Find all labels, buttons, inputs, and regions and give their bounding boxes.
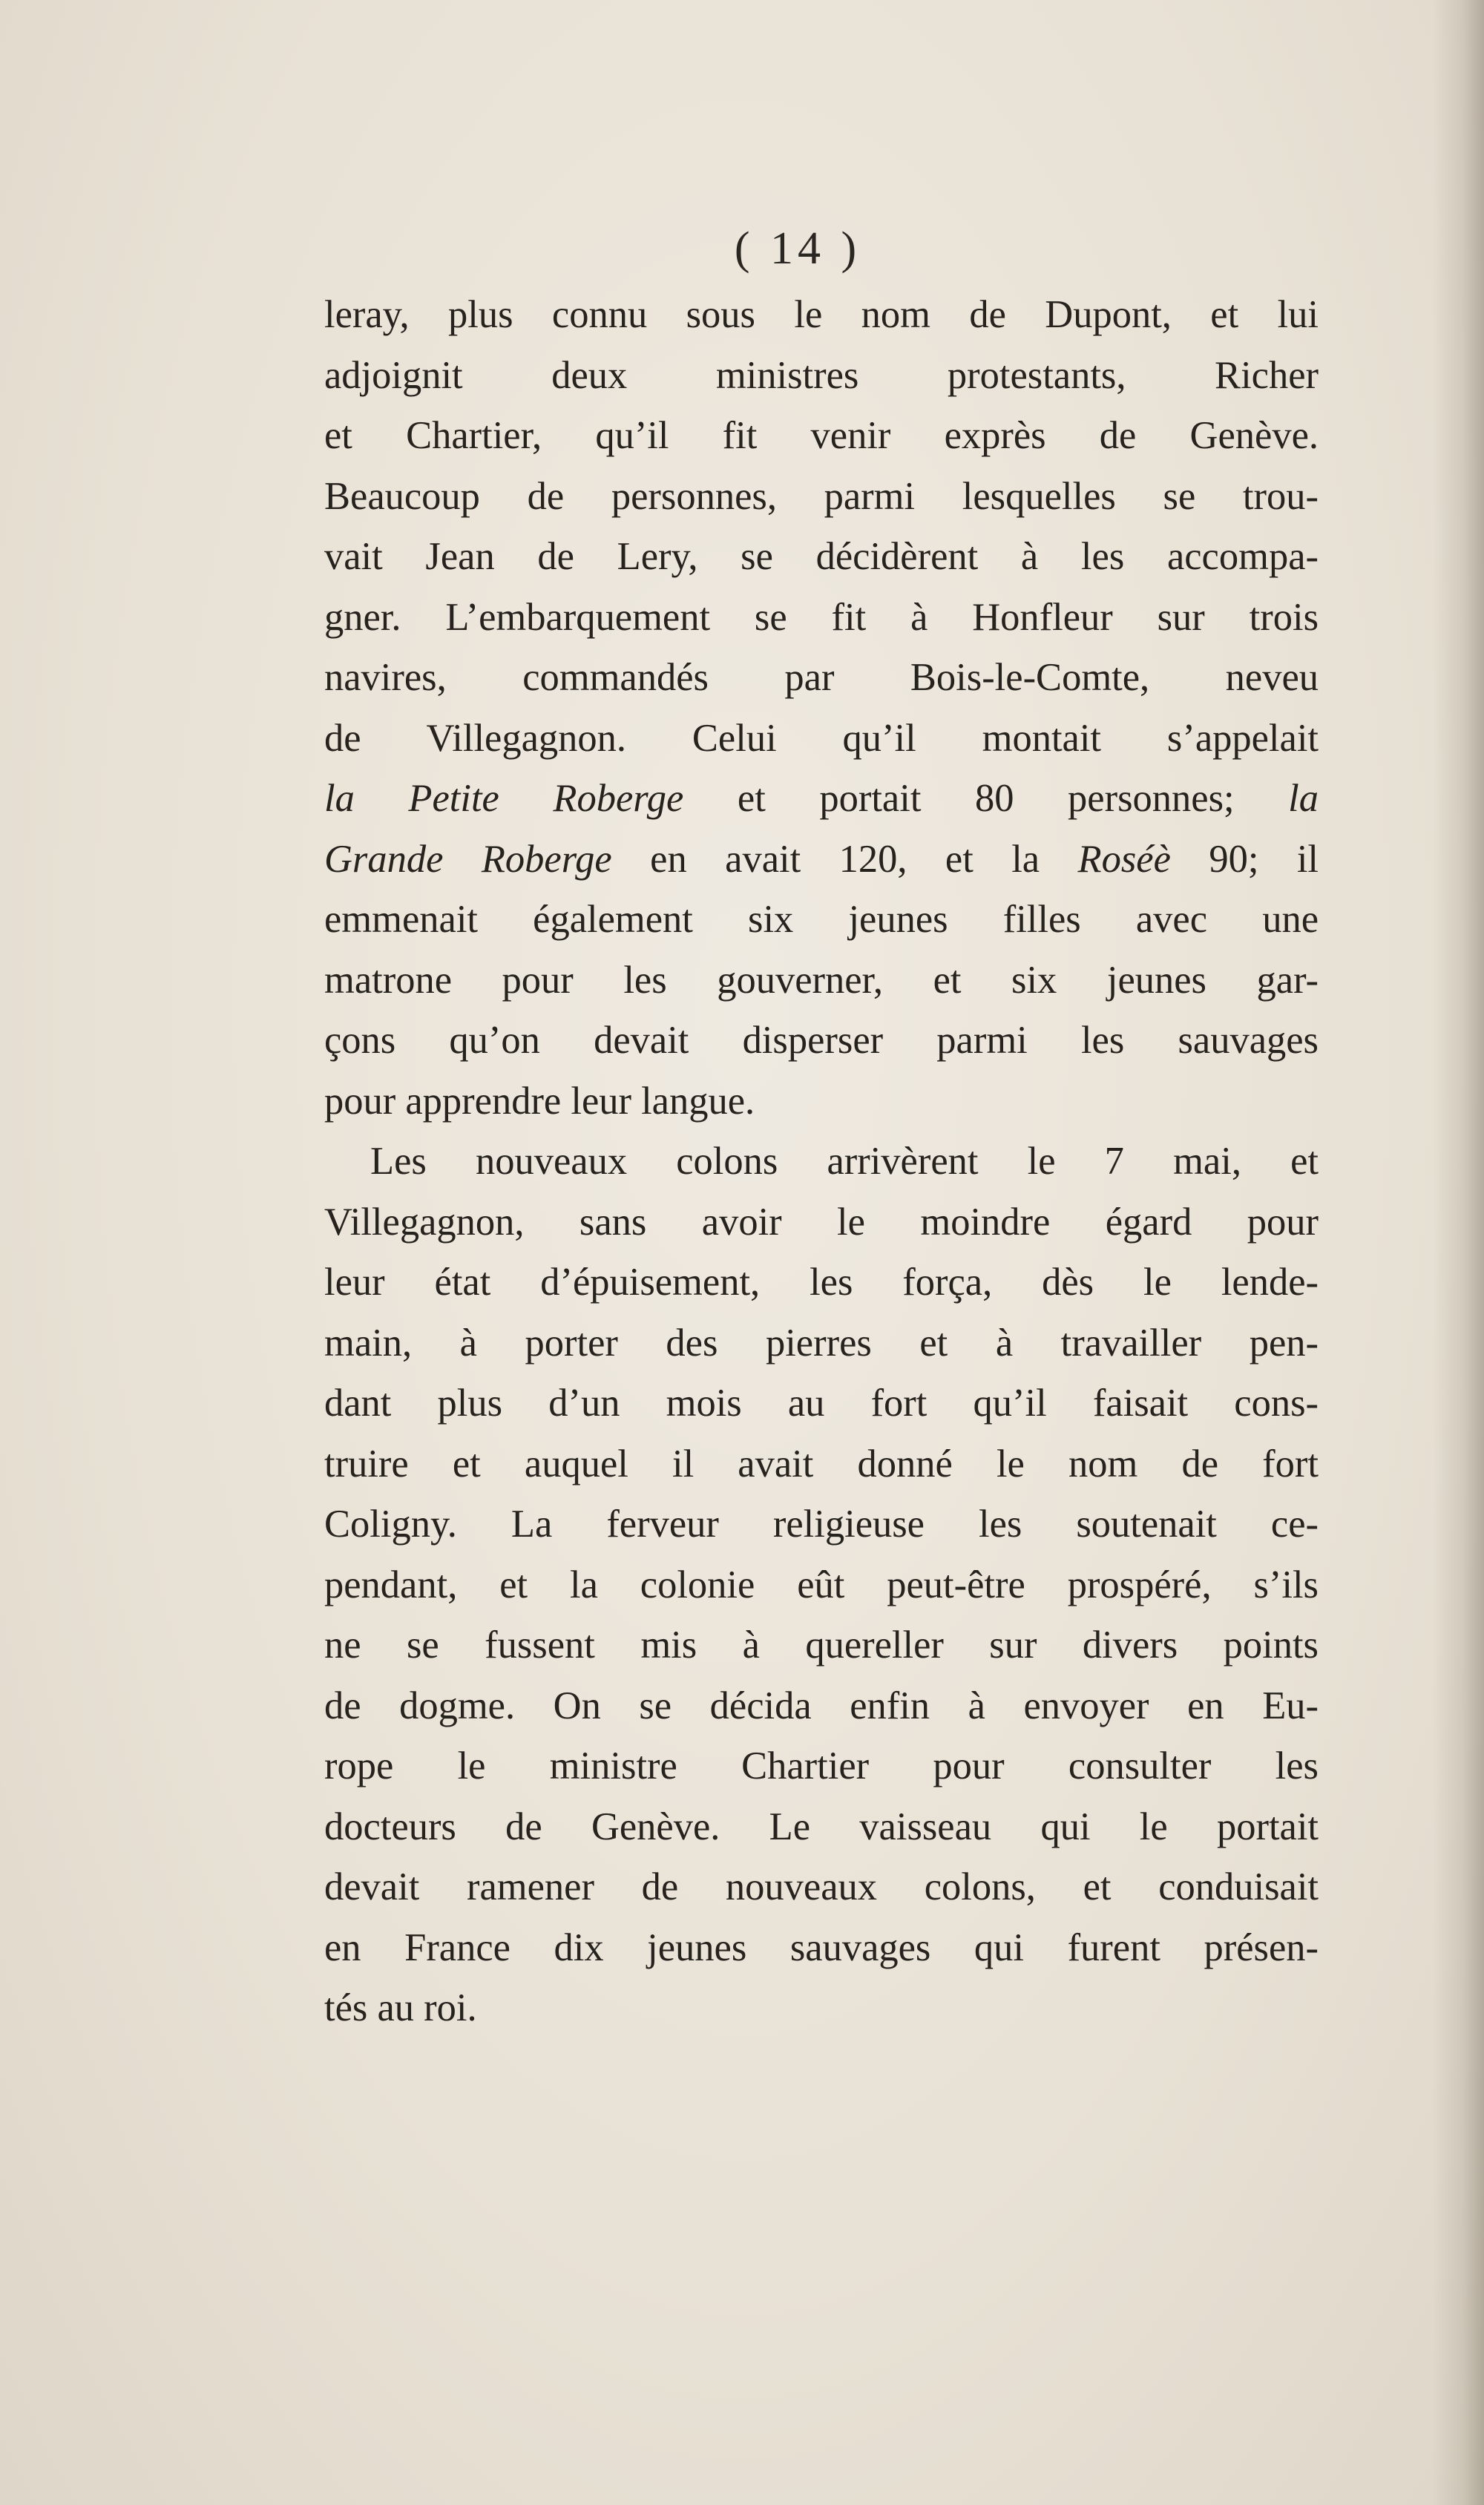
ship-name-italic: Grande Roberge xyxy=(324,837,612,881)
text-line: leray, plus connu sous le nom de Dupont, et lui xyxy=(324,293,1319,336)
text-line: truire et auquel il avait donné le nom de fort xyxy=(324,1442,1319,1485)
text-line: main, à porter des pierres et à travailler pen- xyxy=(324,1321,1319,1365)
text-line: gner. L’embarquement se fit à Honfleur sur trois xyxy=(324,595,1319,639)
body-text xyxy=(324,285,1319,2039)
text-line: dant plus d’un mois au fort qu’il faisait cons- xyxy=(324,1382,1319,1425)
text-line: Villegagnon, sans avoir le moindre égard pour xyxy=(324,1200,1319,1244)
text-line: docteurs de Genève. Le vaisseau qui le portait xyxy=(324,1805,1319,1848)
text-line: leur état d’épuisement, les força, dès le lende- xyxy=(324,1261,1319,1304)
paragraph-2 xyxy=(324,1132,1319,2039)
text-line: matrone pour les gouverner, et six jeunes gar- xyxy=(324,958,1319,1002)
text-line: et Chartier, qu’il fit venir exprès de Genève. xyxy=(324,414,1319,457)
text-line: adjoignit deux ministres protestants, Richer xyxy=(324,353,1319,397)
text-line: vait Jean de Lery, se décidèrent à les accompa- xyxy=(324,535,1319,578)
text-line-with-italics xyxy=(324,830,1319,890)
text-line: de Villegagnon. Celui qu’il montait s’appelait xyxy=(324,716,1319,760)
text-run: 90; il xyxy=(1170,837,1319,881)
text-run: en avait 120, et la xyxy=(611,837,1078,881)
text-run: et portait 80 personnes; xyxy=(683,777,1289,820)
text-line: de dogme. On se décida enfin à envoyer en Eu- xyxy=(324,1684,1319,1727)
text-line: navires, commandés par Bois-le-Comte, neveu xyxy=(324,656,1319,699)
text-line: tés au roi. xyxy=(324,1986,477,2029)
text-line-with-italics xyxy=(324,769,1319,830)
page-gutter-shadow xyxy=(1432,0,1484,2505)
text-line: çons qu’on devait disperser parmi les sauvages xyxy=(324,1019,1319,1062)
ship-name-italic: Roséè xyxy=(1077,837,1171,881)
ship-name-italic: la xyxy=(1288,777,1319,820)
text-line: Coligny. La ferveur religieuse les soutenait ce- xyxy=(324,1503,1319,1546)
text-line: pour apprendre leur langue. xyxy=(324,1079,755,1123)
text-line: Beaucoup de personnes, parmi lesquelles se trou- xyxy=(324,474,1319,518)
text-line: rope le ministre Chartier pour consulter les xyxy=(324,1744,1319,1787)
text-line: Les nouveaux colons arrivèrent le 7 mai, et xyxy=(370,1140,1319,1183)
ship-name-italic: la Petite Roberge xyxy=(324,777,684,820)
text-line: devait ramener de nouveaux colons, et conduisait xyxy=(324,1865,1319,1908)
paragraph-1 xyxy=(324,285,1319,1132)
text-line: en France dix jeunes sauvages qui furent présen- xyxy=(324,1925,1319,1969)
text-line: ne se fussent mis à quereller sur divers points xyxy=(324,1624,1319,1667)
page-number: ( 14 ) xyxy=(734,223,861,274)
text-line: emmenait également six jeunes filles avec une xyxy=(324,898,1319,941)
text-line: pendant, et la colonie eût peut-être prospéré, s’ils xyxy=(324,1563,1319,1606)
